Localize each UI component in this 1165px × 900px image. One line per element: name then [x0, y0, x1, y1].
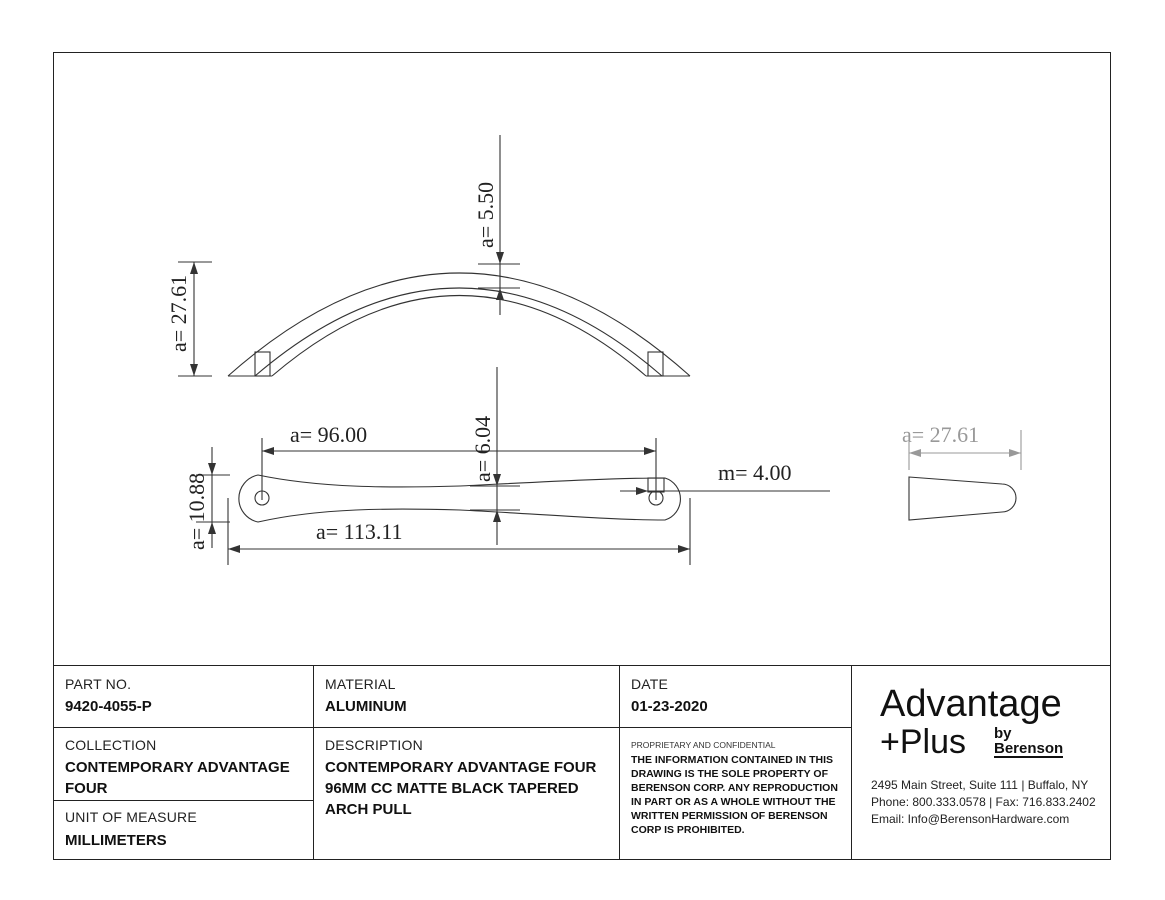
- divider: [851, 666, 852, 860]
- arch-right-post: [648, 352, 663, 376]
- dim-overall-length: a= 113.11: [316, 519, 403, 544]
- date-label: DATE: [631, 676, 669, 692]
- dim-end-height: a= 10.88: [184, 472, 209, 550]
- collection-label: COLLECTION: [65, 737, 157, 753]
- arch-mid-curve: [255, 288, 662, 376]
- brand-logo-berenson: Berenson: [994, 740, 1064, 757]
- brand-logo-line2: +Plus: [880, 723, 966, 761]
- brand-phone: Phone: 800.333.0578 | Fax: 716.833.2402: [871, 795, 1096, 809]
- brand-logo-line1: Advantage: [880, 683, 1062, 725]
- material-value: ALUMINUM: [325, 698, 407, 715]
- description-label: DESCRIPTION: [325, 737, 423, 753]
- dim-hole-spacing: a= 96.00: [290, 422, 368, 447]
- divider: [313, 666, 314, 860]
- material-label: MATERIAL: [325, 676, 396, 692]
- part-no-label: PART NO.: [65, 676, 132, 692]
- proprietary-text: THE INFORMATION CONTAINED IN THIS DRAWING IS THE SOLE PROPERTY OF BERENSON CORP. ANY REPRODUCTION IN PART OR AS A WHOLE WITHOUT THE WRITTEN PERMISSION OF BERENSON CORP IS PROHIBITED.: [631, 754, 838, 836]
- dim-mid-height: a= 6.04: [470, 415, 495, 482]
- divider: [53, 800, 313, 801]
- date-value: 01-23-2020: [631, 698, 708, 715]
- divider: [53, 727, 851, 728]
- dim-top-thickness: a= 5.50: [473, 181, 498, 248]
- brand-email: Email: Info@BerensonHardware.com: [871, 812, 1070, 826]
- brand-logo-by: by: [994, 725, 1012, 742]
- description-value: CONTEMPORARY ADVANTAGE FOUR 96MM CC MATTE BLACK TAPERED ARCH PULL: [325, 759, 597, 818]
- side-profile-outline: [909, 477, 1016, 520]
- handle-body-outline: [239, 475, 681, 522]
- dim-screw: m= 4.00: [718, 460, 792, 485]
- proprietary-heading: PROPRIETARY AND CONFIDENTIAL: [631, 740, 776, 750]
- brand-address: 2495 Main Street, Suite 111 | Buffalo, NY: [871, 778, 1089, 792]
- divider: [619, 666, 620, 860]
- uom-label: UNIT OF MEASURE: [65, 809, 197, 825]
- arch-inner-curve: [272, 296, 646, 377]
- dim-top-height: a= 27.61: [166, 274, 191, 352]
- uom-value: MILLIMETERS: [65, 832, 167, 849]
- title-block: [53, 665, 1111, 860]
- part-no-value: 9420-4055-P: [65, 698, 152, 715]
- arch-left-post: [255, 352, 270, 376]
- collection-value: CONTEMPORARY ADVANTAGE FOUR: [65, 759, 290, 797]
- dim-side-width: a= 27.61: [902, 422, 980, 447]
